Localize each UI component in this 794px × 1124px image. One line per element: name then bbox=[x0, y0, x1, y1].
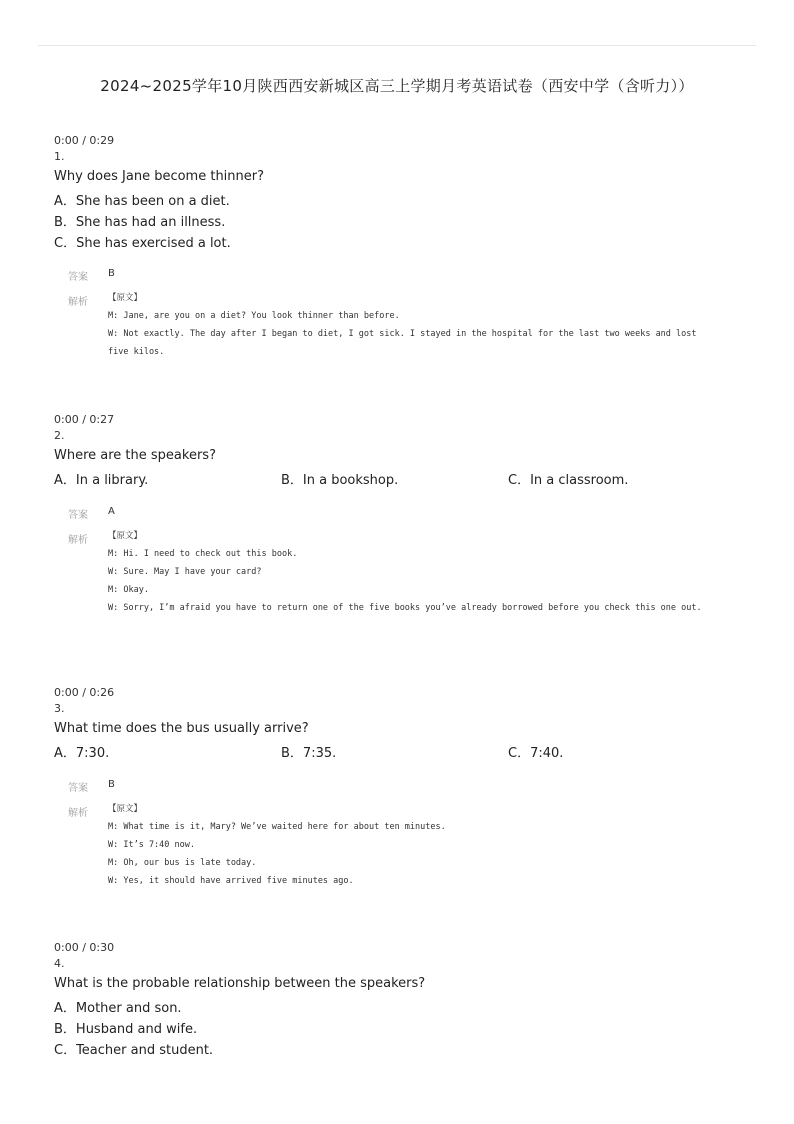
transcript-line: 【原文】 bbox=[108, 804, 143, 814]
answer-value: B bbox=[108, 779, 115, 790]
transcript-line: W: It’s 7:40 now. bbox=[108, 840, 195, 850]
transcript-line: W: Sure. May I have your card? bbox=[108, 567, 262, 577]
question-stem: Where are the speakers? bbox=[54, 448, 216, 463]
transcript-line: M: Hi. I need to check out this book. bbox=[108, 549, 298, 559]
transcript-line: W: Sorry, I’m afraid you have to return one of the five books you’ve already borrowed before you check this one out. bbox=[108, 603, 702, 613]
transcript bbox=[108, 527, 712, 617]
answer-value: B bbox=[108, 268, 115, 279]
transcript-line: 【原文】 bbox=[108, 293, 143, 303]
analysis-label: 解析 bbox=[68, 535, 88, 546]
question-number: 1. bbox=[54, 150, 65, 163]
answer-value: A bbox=[108, 506, 115, 517]
page-title: 2024~2025学年10月陕西西安新城区高三上学期月考英语试卷（西安中学（含听力）） bbox=[100, 77, 694, 95]
option-a: A．She has been on a diet. bbox=[54, 194, 230, 209]
option-b: B．In a bookshop. bbox=[281, 473, 399, 488]
option-b: B．7:35. bbox=[281, 746, 337, 761]
transcript-line: W: Yes, it should have arrived five minutes ago. bbox=[108, 876, 354, 886]
question-stem: Why does Jane become thinner? bbox=[54, 169, 265, 184]
audio-time[interactable]: 0:00 / 0:27 bbox=[54, 413, 115, 426]
option-b: B．She has had an illness. bbox=[54, 215, 226, 230]
transcript-line: W: Not exactly. The day after I began to diet, I got sick. I stayed in the hospital for the last two weeks and lost five kilos. bbox=[108, 329, 702, 357]
question-number: 4. bbox=[54, 957, 65, 970]
transcript-line: M: What time is it, Mary? We’ve waited here for about ten minutes. bbox=[108, 822, 446, 832]
option-c: C．She has exercised a lot. bbox=[54, 236, 231, 251]
transcript-line: M: Okay. bbox=[108, 585, 149, 595]
question-number: 3. bbox=[54, 702, 65, 715]
option-a: A．In a library. bbox=[54, 473, 149, 488]
audio-time[interactable]: 0:00 / 0:30 bbox=[54, 941, 115, 954]
option-a: A．7:30. bbox=[54, 746, 110, 761]
transcript bbox=[108, 289, 712, 361]
audio-time[interactable]: 0:00 / 0:26 bbox=[54, 686, 115, 699]
header-divider bbox=[38, 45, 756, 46]
transcript-line: M: Jane, are you on a diet? You look thinner than before. bbox=[108, 311, 400, 321]
transcript-line: 【原文】 bbox=[108, 531, 143, 541]
analysis-label: 解析 bbox=[68, 808, 88, 819]
option-b: B．Husband and wife. bbox=[54, 1022, 198, 1037]
transcript-line: M: Oh, our bus is late today. bbox=[108, 858, 257, 868]
transcript bbox=[108, 800, 712, 890]
question-stem: What is the probable relationship between the speakers? bbox=[54, 976, 426, 991]
analysis-label: 解析 bbox=[68, 297, 88, 308]
answer-label: 答案 bbox=[68, 272, 88, 283]
option-c: C．In a classroom. bbox=[508, 473, 629, 488]
option-a: A．Mother and son. bbox=[54, 1001, 182, 1016]
question-stem: What time does the bus usually arrive? bbox=[54, 721, 309, 736]
audio-time[interactable]: 0:00 / 0:29 bbox=[54, 134, 115, 147]
question-number: 2. bbox=[54, 429, 65, 442]
option-c: C．7:40. bbox=[508, 746, 564, 761]
answer-label: 答案 bbox=[68, 783, 88, 794]
option-c: C．Teacher and student. bbox=[54, 1043, 214, 1058]
answer-label: 答案 bbox=[68, 510, 88, 521]
